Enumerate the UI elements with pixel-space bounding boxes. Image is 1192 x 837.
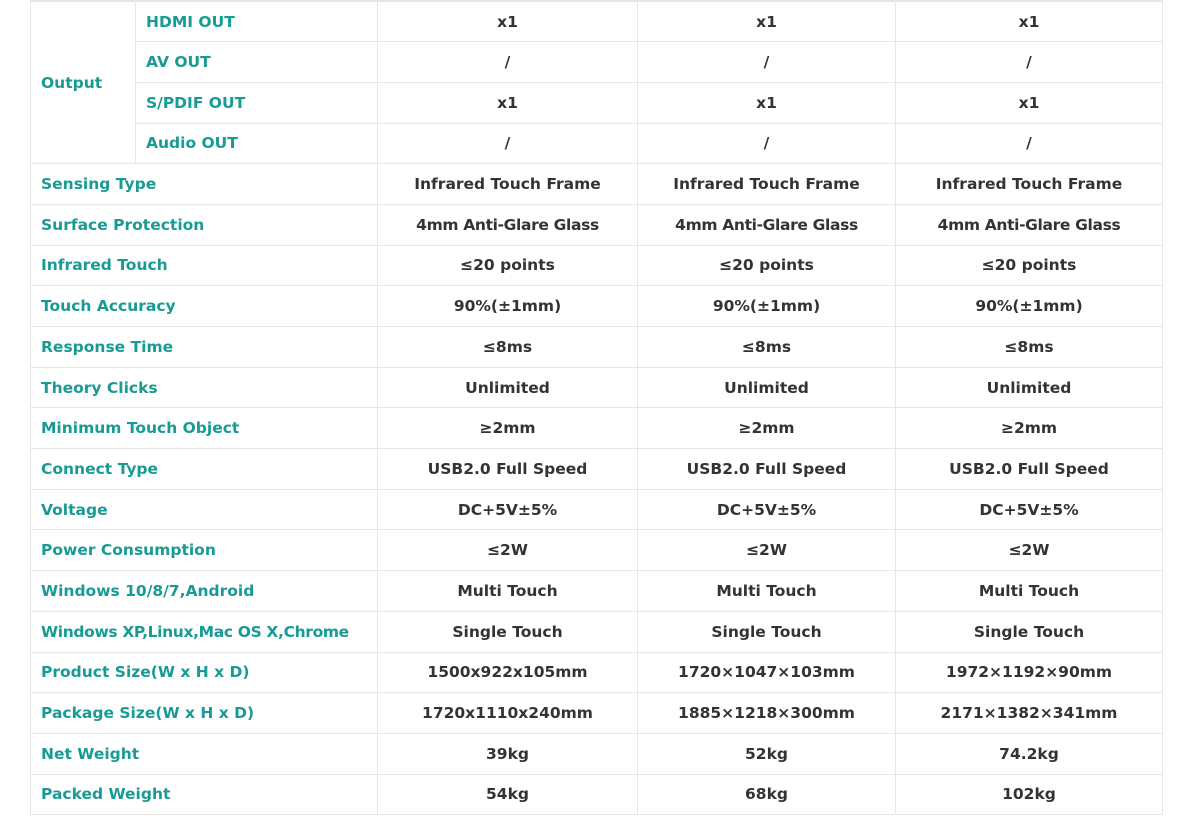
group-label-output: Output (31, 1, 136, 164)
table-row (31, 611, 1163, 652)
value-cell: 74.2kg (896, 733, 1163, 774)
table-row (31, 652, 1163, 693)
value-cell: ≤20 points (638, 245, 896, 286)
value-cell: ≤2W (638, 530, 896, 571)
value-cell: 102kg (896, 774, 1163, 815)
row-label: Theory Clicks (31, 367, 378, 408)
value-cell: / (378, 42, 638, 83)
value-cell: DC+5V±5% (638, 489, 896, 530)
value-cell: ≥2mm (638, 408, 896, 449)
row-label: Windows 10/8/7,Android (31, 571, 378, 612)
row-label: Net Weight (31, 733, 378, 774)
value-cell: DC+5V±5% (896, 489, 1163, 530)
value-cell: 1885×1218×300mm (638, 693, 896, 734)
row-label: AV OUT (136, 42, 378, 83)
value-cell: Multi Touch (638, 571, 896, 612)
row-label: Product Size(W x H x D) (31, 652, 378, 693)
value-cell: Infrared Touch Frame (638, 164, 896, 205)
value-cell: Unlimited (638, 367, 896, 408)
value-cell: ≤2W (896, 530, 1163, 571)
row-label: Audio OUT (136, 123, 378, 164)
value-cell: x1 (896, 1, 1163, 42)
table-row (31, 164, 1163, 205)
value-cell: / (896, 42, 1163, 83)
row-label: Connect Type (31, 449, 378, 490)
value-cell: 2171×1382×341mm (896, 693, 1163, 734)
table-row (31, 245, 1163, 286)
table-row (31, 530, 1163, 571)
table-row (31, 82, 1163, 123)
row-label: Package Size(W x H x D) (31, 693, 378, 734)
row-label: Voltage (31, 489, 378, 530)
row-label: Minimum Touch Object (31, 408, 378, 449)
value-cell: ≥2mm (896, 408, 1163, 449)
row-label: Power Consumption (31, 530, 378, 571)
table-row (31, 204, 1163, 245)
table-row (31, 774, 1163, 815)
value-cell: / (896, 123, 1163, 164)
value-cell: 1500x922x105mm (378, 652, 638, 693)
value-cell: 90%(±1mm) (638, 286, 896, 327)
spec-table (30, 0, 1163, 815)
value-cell: 1720x1110x240mm (378, 693, 638, 734)
value-cell: Unlimited (378, 367, 638, 408)
value-cell: x1 (638, 1, 896, 42)
value-cell: ≤8ms (896, 327, 1163, 368)
value-cell: USB2.0 Full Speed (638, 449, 896, 490)
table-row (31, 42, 1163, 83)
row-label: S/PDIF OUT (136, 82, 378, 123)
value-cell: Infrared Touch Frame (896, 164, 1163, 205)
value-cell: Unlimited (896, 367, 1163, 408)
value-cell: ≥2mm (378, 408, 638, 449)
value-cell: ≤8ms (638, 327, 896, 368)
table-row (31, 449, 1163, 490)
value-cell: Single Touch (896, 611, 1163, 652)
table-row (31, 286, 1163, 327)
row-label: HDMI OUT (136, 1, 378, 42)
value-cell: 90%(±1mm) (378, 286, 638, 327)
row-label: Packed Weight (31, 774, 378, 815)
value-cell: / (378, 123, 638, 164)
table-row (31, 571, 1163, 612)
value-cell: 39kg (378, 733, 638, 774)
value-cell: ≤2W (378, 530, 638, 571)
value-cell: / (638, 123, 896, 164)
value-cell: x1 (378, 1, 638, 42)
value-cell: 4mm Anti-Glare Glass (378, 204, 638, 245)
table-row (31, 408, 1163, 449)
value-cell: USB2.0 Full Speed (896, 449, 1163, 490)
table-row (31, 327, 1163, 368)
value-cell: 1972×1192×90mm (896, 652, 1163, 693)
table-row (31, 123, 1163, 164)
value-cell: Multi Touch (378, 571, 638, 612)
value-cell: ≤8ms (378, 327, 638, 368)
value-cell: x1 (378, 82, 638, 123)
value-cell: 68kg (638, 774, 896, 815)
table-row (31, 1, 1163, 42)
value-cell: 4mm Anti-Glare Glass (896, 204, 1163, 245)
value-cell: Infrared Touch Frame (378, 164, 638, 205)
row-label: Touch Accuracy (31, 286, 378, 327)
value-cell: DC+5V±5% (378, 489, 638, 530)
row-label: Infrared Touch (31, 245, 378, 286)
row-label: Sensing Type (31, 164, 378, 205)
value-cell: x1 (896, 82, 1163, 123)
value-cell: 54kg (378, 774, 638, 815)
table-row (31, 367, 1163, 408)
table-row (31, 489, 1163, 530)
value-cell: ≤20 points (378, 245, 638, 286)
value-cell: / (638, 42, 896, 83)
value-cell: 4mm Anti-Glare Glass (638, 204, 896, 245)
value-cell: x1 (638, 82, 896, 123)
value-cell: Single Touch (378, 611, 638, 652)
value-cell: Single Touch (638, 611, 896, 652)
value-cell: ≤20 points (896, 245, 1163, 286)
value-cell: USB2.0 Full Speed (378, 449, 638, 490)
table-row (31, 733, 1163, 774)
value-cell: 52kg (638, 733, 896, 774)
value-cell: 1720×1047×103mm (638, 652, 896, 693)
value-cell: Multi Touch (896, 571, 1163, 612)
table-row (31, 693, 1163, 734)
row-label: Response Time (31, 327, 378, 368)
row-label: Windows XP,Linux,Mac OS X,Chrome (31, 611, 378, 652)
value-cell: 90%(±1mm) (896, 286, 1163, 327)
row-label: Surface Protection (31, 204, 378, 245)
